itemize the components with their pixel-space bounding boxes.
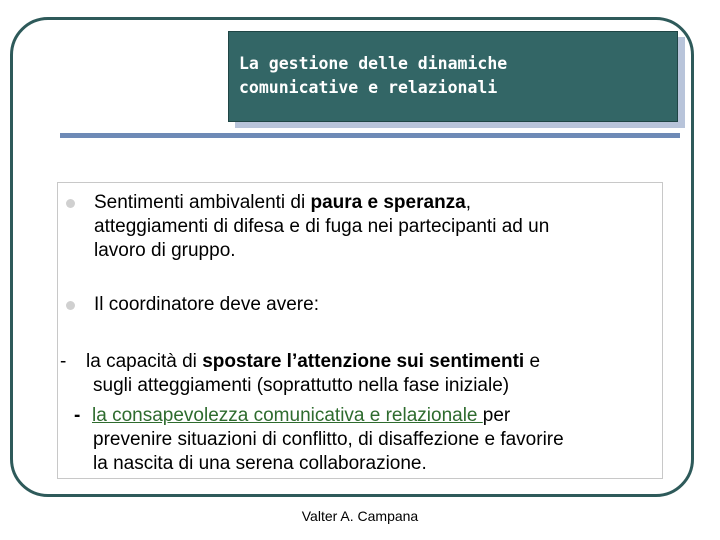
title-line-1: La gestione delle dinamiche (239, 54, 508, 73)
bullet-text-segment: Sentimenti ambivalenti di (94, 192, 311, 213)
dash-text-line (92, 404, 510, 428)
dash-marker: - (74, 405, 81, 426)
title-divider (60, 133, 680, 138)
bullet-dot-icon (66, 199, 75, 208)
content-box (57, 182, 663, 479)
slide-title (228, 31, 678, 122)
footer-author: Valter A. Campana (301, 508, 419, 524)
dash-text-segment: per (482, 405, 511, 426)
underlined-link-text: la consapevolezza comunicativa e relazionale (92, 405, 483, 426)
dash-bold-segment: spostare l’attenzione sui sentimenti (202, 351, 525, 372)
dash-text-line: la nascita di una serena collaborazione. (93, 453, 427, 474)
bullet-text-segment: , (465, 192, 472, 213)
dash-text-segment: la capacità di (86, 351, 203, 372)
bullet-text-line: Il coordinatore deve avere: (94, 294, 319, 315)
bullet-text-line: lavoro di gruppo. (94, 240, 236, 261)
bullet-bold-segment: paura e speranza (310, 192, 466, 213)
dash-text-line: sugli atteggiamenti (soprattutto nella fase iniziale) (93, 375, 510, 396)
dash-text-line: prevenire situazioni di conflitto, di disaffezione e favorire (93, 429, 564, 450)
bullet-text-line (94, 191, 471, 215)
bullet-text-line: atteggiamenti di difesa e di fuga nei partecipanti ad un (94, 216, 550, 237)
bullet-dot-icon (66, 301, 75, 310)
dash-marker: - (60, 351, 67, 372)
dash-text-segment: e (524, 351, 541, 372)
title-line-2: comunicative e relazionali (239, 78, 498, 97)
dash-text-line (86, 350, 540, 374)
